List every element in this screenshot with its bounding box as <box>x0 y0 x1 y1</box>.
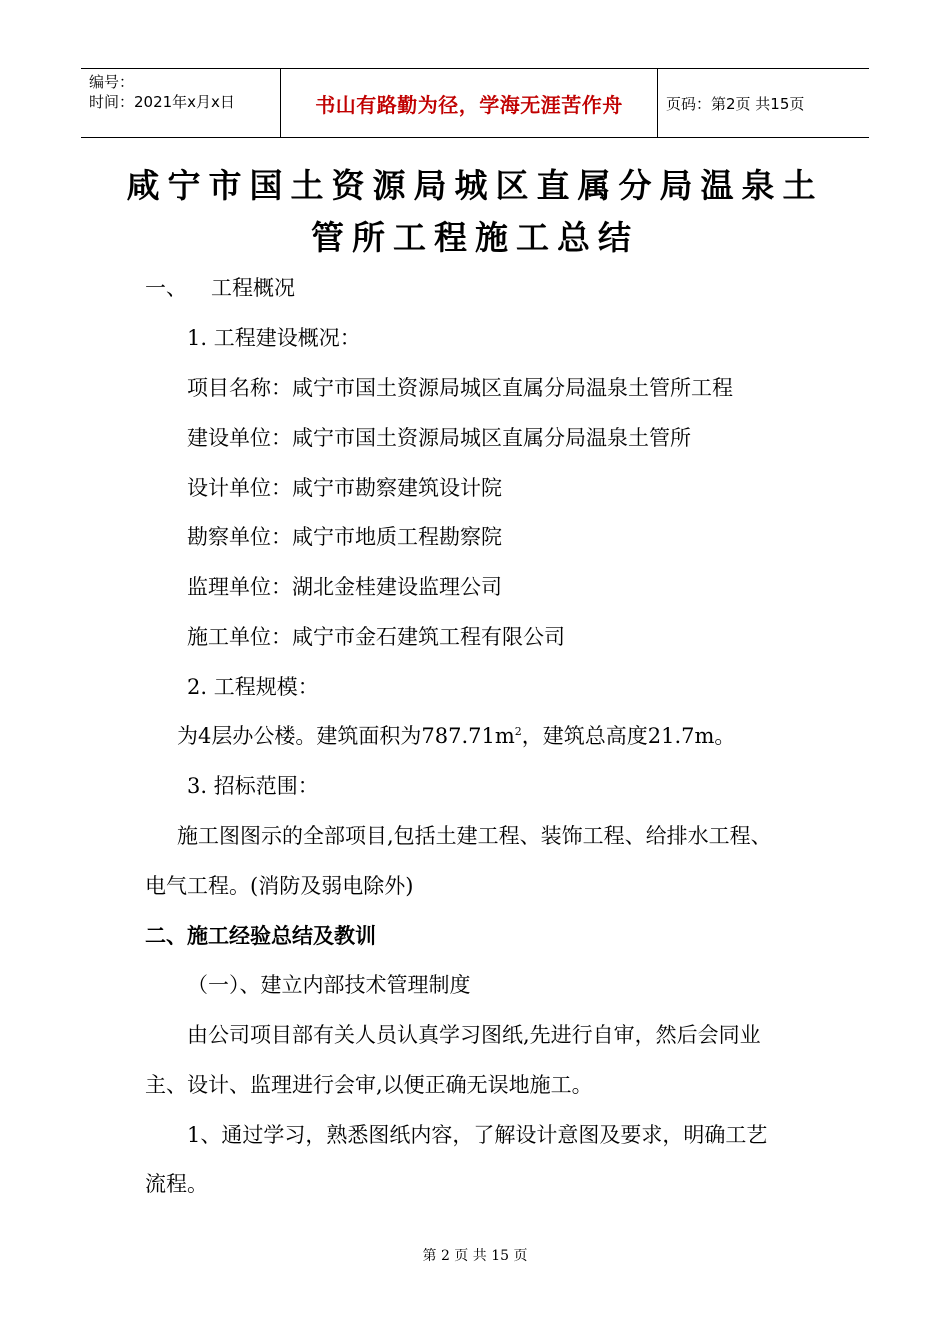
document-header <box>81 68 869 138</box>
area-unit-superscript: 2 <box>514 725 522 738</box>
header-motto-cell <box>281 69 658 137</box>
supervisor-line: 监理单位：湖北金桂建设监理公司 <box>187 575 502 599</box>
scope-line-2: 电气工程。(消防及弱电除外) <box>145 874 414 898</box>
page-title-line2: 管所工程施工总结 <box>311 218 639 257</box>
scale-text-a: 为4层办公楼。建筑面积为787.71m <box>177 724 515 748</box>
page-title-line1: 咸宁市国土资源局城区直属分局温泉土 <box>126 166 824 205</box>
para2-line2: 流程。 <box>145 1172 208 1196</box>
section2-heading: 二、施工经验总结及教训 <box>145 924 376 948</box>
header-page-cell <box>658 69 869 137</box>
subheading-2: 2. 工程规模： <box>187 675 319 699</box>
para2-line1: 1、通过学习，熟悉图纸内容，了解设计意图及要求，明确工艺 <box>187 1123 768 1147</box>
surveyor-line: 勘察单位：咸宁市地质工程勘察院 <box>187 525 502 549</box>
scale-text-b: ，建筑总高度21.7m。 <box>521 724 736 748</box>
section1-heading: 工程概况 <box>211 276 295 300</box>
number-label: 编号： <box>89 73 135 91</box>
page-info: 页码：第2页 共15页 <box>666 94 805 113</box>
motto-text: 书山有路勤为径，学海无涯苦作舟 <box>315 92 623 117</box>
para1-line2: 主、设计、监理进行会审,以便正确无误地施工。 <box>145 1073 593 1097</box>
page-footer: 第 2 页 共 15 页 <box>422 1248 528 1264</box>
para1-line1: 由公司项目部有关人员认真学习图纸,先进行自审，然后会同业 <box>187 1023 761 1047</box>
designer-line: 设计单位：咸宁市勘察建筑设计院 <box>187 476 502 500</box>
subheading-1: 1. 工程建设概况： <box>187 326 361 350</box>
scale-line <box>177 720 735 750</box>
contractor-line: 施工单位：咸宁市金石建筑工程有限公司 <box>187 625 565 649</box>
date-label: 时间：2021年x月x日 <box>89 93 235 111</box>
subheading-3: 3. 招标范围： <box>187 774 319 798</box>
builder-line: 建设单位：咸宁市国土资源局城区直属分局温泉土管所 <box>187 426 691 450</box>
scope-line-1: 施工图图示的全部项目,包括土建工程、装饰工程、给排水工程、 <box>177 824 772 848</box>
subsection-a-heading: （一）、建立内部技术管理制度 <box>187 973 471 997</box>
section1-number: 一、 <box>145 276 187 300</box>
project-name-line: 项目名称：咸宁市国土资源局城区直属分局温泉土管所工程 <box>187 376 733 400</box>
header-meta <box>81 69 281 137</box>
